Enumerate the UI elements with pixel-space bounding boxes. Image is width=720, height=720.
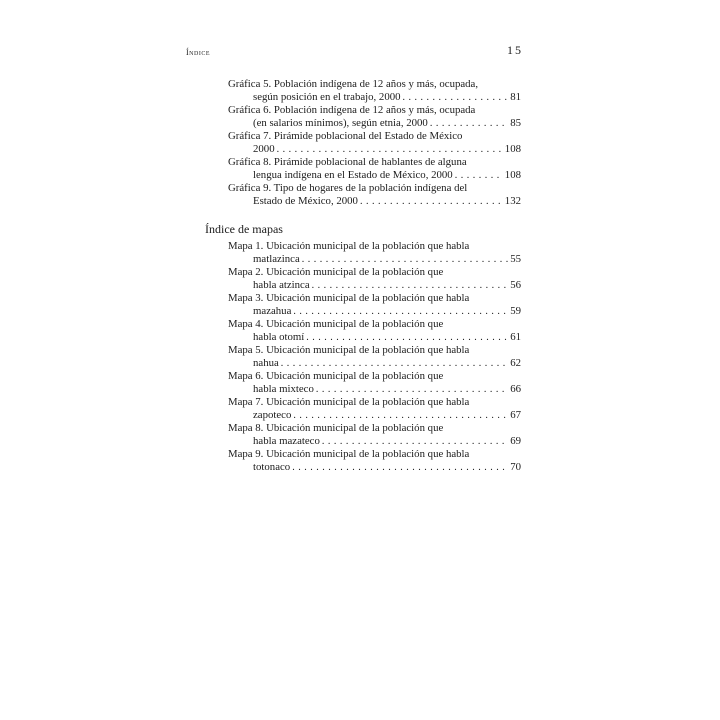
toc-entry-continuation xyxy=(253,409,521,422)
toc-entry-title: Mapa 5. Ubicación municipal de la población que habla xyxy=(228,344,470,356)
toc-entry-subtitle: zapoteco xyxy=(253,409,292,421)
dot-leader xyxy=(292,461,508,474)
toc-entry-continuation xyxy=(253,195,521,208)
dot-leader xyxy=(312,279,509,292)
toc-page-number: 55 xyxy=(510,253,521,265)
toc-entry-title: Gráfica 8. Pirámide poblacional de hablantes de alguna xyxy=(228,156,467,168)
toc-page-number: 108 xyxy=(504,169,521,181)
toc-entry-title: Mapa 2. Ubicación municipal de la población que xyxy=(228,266,444,278)
toc-entry-subtitle: mazahua xyxy=(253,305,292,317)
toc-entry-subtitle: lengua indígena en el Estado de México, 2000 xyxy=(253,169,453,181)
dot-leader xyxy=(281,357,508,370)
toc-entry-continuation xyxy=(253,305,521,318)
toc-entry-title: Mapa 6. Ubicación municipal de la población que xyxy=(228,370,444,382)
mapas-section-heading: Índice de mapas xyxy=(205,222,283,236)
toc-entry-subtitle: 2000 xyxy=(253,143,275,155)
toc-entry-title: Gráfica 6. Población indígena de 12 años y más, ocupada xyxy=(228,104,476,116)
page-number: 15 xyxy=(507,43,523,57)
dot-leader xyxy=(403,91,509,104)
toc-page-number: 62 xyxy=(510,357,521,369)
toc-entry-title: Mapa 7. Ubicación municipal de la población que habla xyxy=(228,396,470,408)
toc-entry-title: Gráfica 7. Pirámide poblacional del Estado de México xyxy=(228,130,463,142)
toc-page-number: 70 xyxy=(510,461,521,473)
toc-entry-continuation xyxy=(253,253,521,266)
toc-entry-title: Mapa 4. Ubicación municipal de la población que xyxy=(228,318,444,330)
dot-leader xyxy=(430,117,508,130)
toc-page-number: 59 xyxy=(510,305,521,317)
toc-entry-title: Mapa 8. Ubicación municipal de la población que xyxy=(228,422,444,434)
toc-entry-continuation xyxy=(253,169,521,182)
dot-leader xyxy=(302,253,508,266)
toc-entry-subtitle: totonaco xyxy=(253,461,291,473)
toc-entry-title: Mapa 3. Ubicación municipal de la población que habla xyxy=(228,292,470,304)
dot-leader xyxy=(277,143,503,156)
toc-page-number: 85 xyxy=(510,117,521,129)
dot-leader xyxy=(360,195,503,208)
toc-entry-subtitle: habla mixteco xyxy=(253,383,314,395)
dot-leader xyxy=(455,169,503,182)
running-head: Índice xyxy=(186,48,210,57)
toc-entry-continuation xyxy=(253,435,521,448)
toc-page-number: 108 xyxy=(504,143,521,155)
toc-entry-subtitle: matlazinca xyxy=(253,253,300,265)
dot-leader xyxy=(293,305,508,318)
toc-entry-title: Mapa 1. Ubicación municipal de la población que habla xyxy=(228,240,470,252)
toc-entry-subtitle: según posición en el trabajo, 2000 xyxy=(253,91,401,103)
toc-entry-continuation xyxy=(253,91,521,104)
toc-entry-subtitle: habla atzinca xyxy=(253,279,310,291)
toc-entry-continuation xyxy=(253,143,521,156)
dot-leader xyxy=(306,331,508,344)
toc-entry-title: Gráfica 5. Población indígena de 12 años y más, ocupada, xyxy=(228,78,479,90)
toc-entry-continuation xyxy=(253,357,521,370)
toc-page-number: 66 xyxy=(510,383,521,395)
toc-entry-continuation xyxy=(253,461,521,474)
toc-page-number: 61 xyxy=(510,331,521,343)
toc-page-number: 81 xyxy=(510,91,521,103)
toc-entry-subtitle: Estado de México, 2000 xyxy=(253,195,358,207)
toc-entry-continuation xyxy=(253,117,521,130)
toc-entry-title: Mapa 9. Ubicación municipal de la población que habla xyxy=(228,448,470,460)
toc-entry-subtitle: (en salarios mínimos), según etnia, 2000 xyxy=(253,117,428,129)
toc-entry-subtitle: nahua xyxy=(253,357,279,369)
dot-leader xyxy=(316,383,508,396)
toc-entry-continuation xyxy=(253,279,521,292)
toc-page-number: 67 xyxy=(510,409,521,421)
toc-page-number: 56 xyxy=(510,279,521,291)
toc-entry-continuation xyxy=(253,331,521,344)
toc-entry-continuation xyxy=(253,383,521,396)
toc-entry-subtitle: habla otomí xyxy=(253,331,305,343)
dot-leader xyxy=(293,409,508,422)
toc-entry-title: Gráfica 9. Tipo de hogares de la población indígena del xyxy=(228,182,468,194)
toc-page-number: 132 xyxy=(504,195,521,207)
dot-leader xyxy=(322,435,508,448)
toc-page-number: 69 xyxy=(510,435,521,447)
toc-entry-subtitle: habla mazateco xyxy=(253,435,320,447)
